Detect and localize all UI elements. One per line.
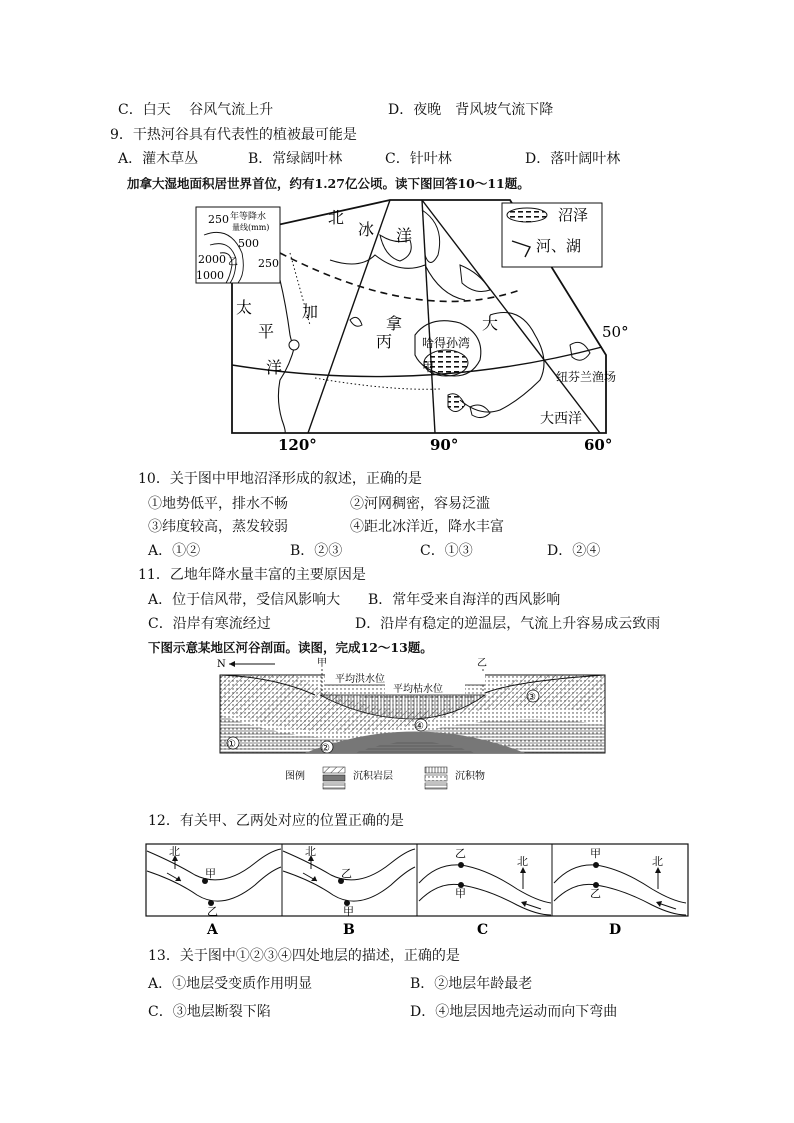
section-c3: ③: [527, 692, 536, 703]
section-n: N: [217, 659, 226, 670]
panel-a-top: 甲: [205, 867, 216, 880]
inset-500: 500: [238, 237, 259, 250]
q10-option-a: A．①②: [148, 543, 201, 559]
panel-a-bottom: 乙: [207, 905, 218, 918]
panel-c-bei: 北: [517, 855, 528, 868]
q9-option-d: D．落叶阔叶林: [525, 151, 621, 167]
panel-c-bottom: 甲: [455, 887, 466, 900]
panel-b-bottom: 甲: [343, 905, 354, 918]
section-jia: 甲: [317, 658, 327, 669]
panel-a-bei: 北: [169, 845, 180, 858]
q9-option-c: C．针叶林: [385, 151, 452, 167]
q9-option-b: B．常绿阔叶林: [248, 151, 343, 167]
q13-option-d: D．④地层因地壳运动而向下弯曲: [410, 1004, 618, 1020]
q9-stem: 9．干热河谷具有代表性的植被最可能是: [110, 127, 357, 143]
label-bing2: 丙: [376, 332, 393, 351]
section-low: 平均枯水位: [393, 684, 443, 695]
label-da: 大: [482, 314, 499, 333]
label-yang: 洋: [396, 226, 413, 245]
panel-label-d: D: [609, 922, 622, 938]
section-c4: ④: [415, 721, 424, 732]
label-yang2: 洋: [266, 358, 283, 377]
section-c2: ②: [321, 743, 330, 754]
q11-stem: 11．乙地年降水量丰富的主要原因是: [138, 567, 366, 583]
panel-c-top: 乙: [455, 847, 466, 860]
q8-option-c: C．白天 谷风气流上升: [118, 102, 274, 118]
q12-panels: [145, 843, 690, 939]
label-lon120: 120°: [278, 436, 317, 454]
label-atlantic: 大西洋: [540, 411, 582, 427]
canada-wetland-map: [190, 195, 629, 454]
label-lat50: 50°: [602, 323, 629, 341]
inset-250a: 250: [208, 213, 229, 226]
label-tai: 太: [236, 298, 253, 317]
panel-label-c: C: [477, 922, 489, 938]
section-rock: 沉积岩层: [353, 771, 393, 782]
panel-d-top: 甲: [590, 847, 601, 860]
panel-label-b: B: [343, 922, 355, 938]
q10-option-d: D．②④: [547, 543, 601, 559]
label-jia: 加: [302, 302, 319, 321]
q10-stem: 10．关于图中甲地沼泽形成的叙述，正确的是: [138, 471, 422, 487]
panel-b-top: 乙: [341, 867, 352, 880]
panel-d-bei: 北: [652, 855, 663, 868]
q10-s1: ①地势低平，排水不畅: [148, 496, 288, 512]
inset-title-1: 年等降水: [230, 212, 267, 222]
label-na: 拿: [386, 314, 403, 333]
q11-option-a: A．位于信风带，受信风影响大: [148, 592, 341, 608]
label-ping: 平: [258, 322, 275, 341]
inset-yi: 乙: [228, 257, 238, 268]
inset-title-2: 量线(mm): [232, 223, 270, 232]
q10-s3: ③纬度较高，蒸发较弱: [148, 519, 288, 535]
section-yi: 乙: [477, 658, 487, 669]
section-legend: 图例: [285, 771, 305, 782]
legend-swamp: 沼泽: [558, 206, 589, 224]
q13-option-b: B．②地层年龄最老: [410, 976, 533, 992]
label-bing: 冰: [358, 220, 375, 239]
q9-option-a: A．灌木草丛: [118, 151, 199, 167]
label-newfoundland: 纽芬兰渔场: [556, 370, 617, 384]
label-jia-point: 甲: [422, 360, 435, 374]
q13-option-a: A．①地层受变质作用明显: [148, 976, 313, 992]
label-lon60: 60°: [584, 436, 613, 454]
section-flood: 平均洪水位: [335, 674, 385, 685]
q13-option-c: C．③地层断裂下陷: [148, 1004, 271, 1020]
q10-option-c: C．①③: [420, 543, 473, 559]
panel-b-bei: 北: [305, 845, 316, 858]
label-bei: 北: [328, 208, 345, 227]
intro-12-13: 下图示意某地区河谷剖面。读图，完成12～13题。: [148, 640, 433, 655]
section-sediment: 沉积物: [455, 771, 485, 782]
q10-s4: ④距北冰洋近，降水丰富: [350, 519, 504, 535]
q8-option-d: D．夜晚 背风坡气流下降: [388, 102, 554, 118]
q10-option-b: B．②③: [290, 543, 343, 559]
panel-d-bottom: 乙: [590, 887, 601, 900]
legend-river: 河、湖: [536, 237, 582, 255]
q11-option-b: B．常年受来自海洋的西风影响: [368, 592, 561, 608]
valley-cross-section: [215, 655, 615, 795]
label-lon90: 90°: [430, 436, 459, 454]
section-c1: ①: [227, 739, 236, 750]
inset-2000: 2000: [198, 253, 226, 266]
q13-stem: 13．关于图中①②③④四处地层的描述，正确的是: [148, 948, 460, 964]
panel-label-a: A: [207, 922, 218, 938]
inset-250b: 250: [258, 257, 279, 270]
inset-1000: 1000: [196, 269, 224, 282]
q10-s2: ②河网稠密，容易泛滥: [350, 496, 490, 512]
q11-option-d: D．沿岸有稳定的逆温层，气流上升容易成云致雨: [355, 616, 661, 632]
intro-10-11: 加拿大湿地面积居世界首位，约有1.27亿公顷。读下图回答10～11题。: [127, 176, 530, 191]
label-hudson: 哈得孙湾: [422, 336, 471, 350]
q11-option-c: C．沿岸有寒流经过: [148, 616, 271, 632]
q12-stem: 12．有关甲、乙两处对应的位置正确的是: [148, 813, 404, 829]
